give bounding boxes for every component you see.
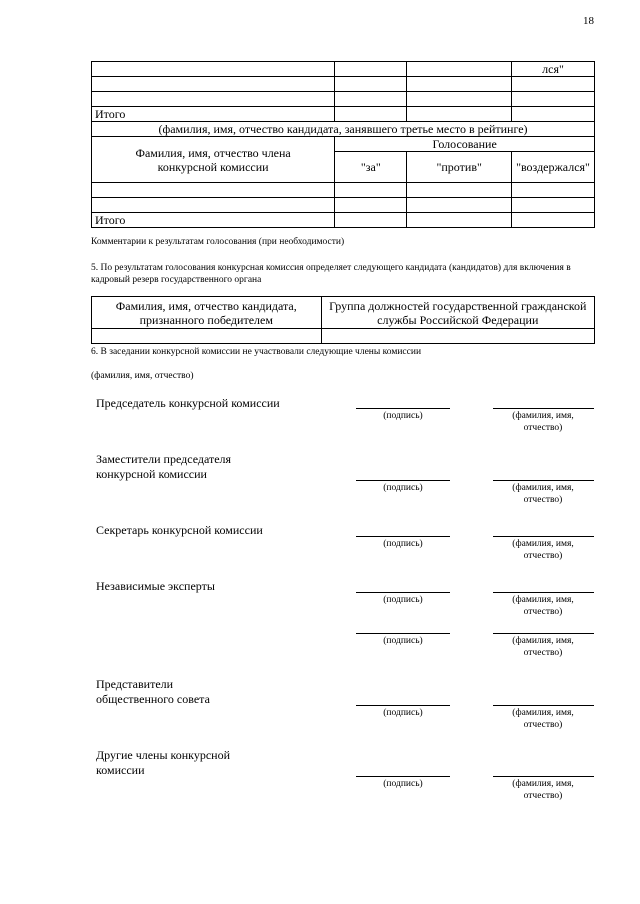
comments-text: Комментарии к результатам голосования (при необходимости) [91,237,345,247]
against-header: "против" [407,152,512,183]
table-row [92,137,595,152]
signature-line [356,633,450,634]
section-5-text: 5. По результатам голосования конкурсная комиссия определяет следующего кандидата (кандидатов) для включения в кадровый резерв государственного органа [91,263,571,285]
position-group-header: Группа должностей государственной гражданской службы Российской Федерации [321,297,594,329]
name-caption: (фамилия, имя, отчество) [512,779,574,801]
winner-name-header: Фамилия, имя, отчество кандидата, признанного победителем [92,297,322,329]
section-6-text: 6. В заседании конкурсной комиссии не участвовали следующие члены комиссии [91,347,422,357]
total-label: Итого [92,213,335,228]
name-line [493,705,594,706]
signature-line [356,592,450,593]
member-col-header: Фамилия, имя, отчество члена конкурсной комиссии [92,137,335,183]
table-row [92,183,595,198]
table-row [92,329,595,344]
third-place-header: (фамилия, имя, отчество кандидата, занявшего третье место в рейтинге) [92,122,595,137]
name-caption: (фамилия, имя, отчество) [512,595,574,617]
signature-caption: (подпись) [383,708,423,718]
signature-caption: (подпись) [383,411,423,421]
name-caption: (фамилия, имя, отчество) [512,483,574,505]
table-cell: лся" [512,62,595,77]
table-row [92,92,595,107]
table-row [92,107,595,122]
name-caption: (фамилия, имя, отчество) [512,708,574,730]
name-line [493,536,594,537]
voting-table [91,61,595,228]
table-row [92,213,595,228]
for-header: "за" [335,152,407,183]
fio-hint: (фамилия, имя, отчество) [91,371,194,381]
signatory-label: Независимые эксперты [96,579,215,593]
signature-line [356,536,450,537]
name-line [493,480,594,481]
signature-caption: (подпись) [383,539,423,549]
abstain-header: "воздержался" [512,152,595,183]
name-caption: (фамилия, имя, отчество) [512,539,574,561]
table-row [92,297,595,329]
signature-caption: (подпись) [383,779,423,789]
signature-line [356,705,450,706]
name-line [493,408,594,409]
table-row [92,198,595,213]
signature-caption: (подпись) [383,483,423,493]
signatory-label: Заместители председателя конкурсной комиссии [96,452,232,481]
signatory-label: Представители общественного совета [96,677,210,706]
name-line [493,633,594,634]
signatory-label: Секретарь конкурсной комиссии [96,523,263,537]
table-row [92,122,595,137]
signature-line [356,776,450,777]
winner-table [91,296,595,344]
voting-header: Голосование [335,137,595,152]
signature-caption: (подпись) [383,636,423,646]
signature-line [356,408,450,409]
table-row [92,62,595,77]
name-caption: (фамилия, имя, отчество) [512,411,574,433]
signature-caption: (подпись) [383,595,423,605]
signatory-label: Другие члены конкурсной комиссии [96,748,231,777]
name-line [493,592,594,593]
name-caption: (фамилия, имя, отчество) [512,636,574,658]
page-number: 18 [583,15,594,27]
signature-line [356,480,450,481]
table-row [92,77,595,92]
total-label: Итого [92,107,335,122]
signatory-label: Председатель конкурсной комиссии [96,396,280,410]
name-line [493,776,594,777]
